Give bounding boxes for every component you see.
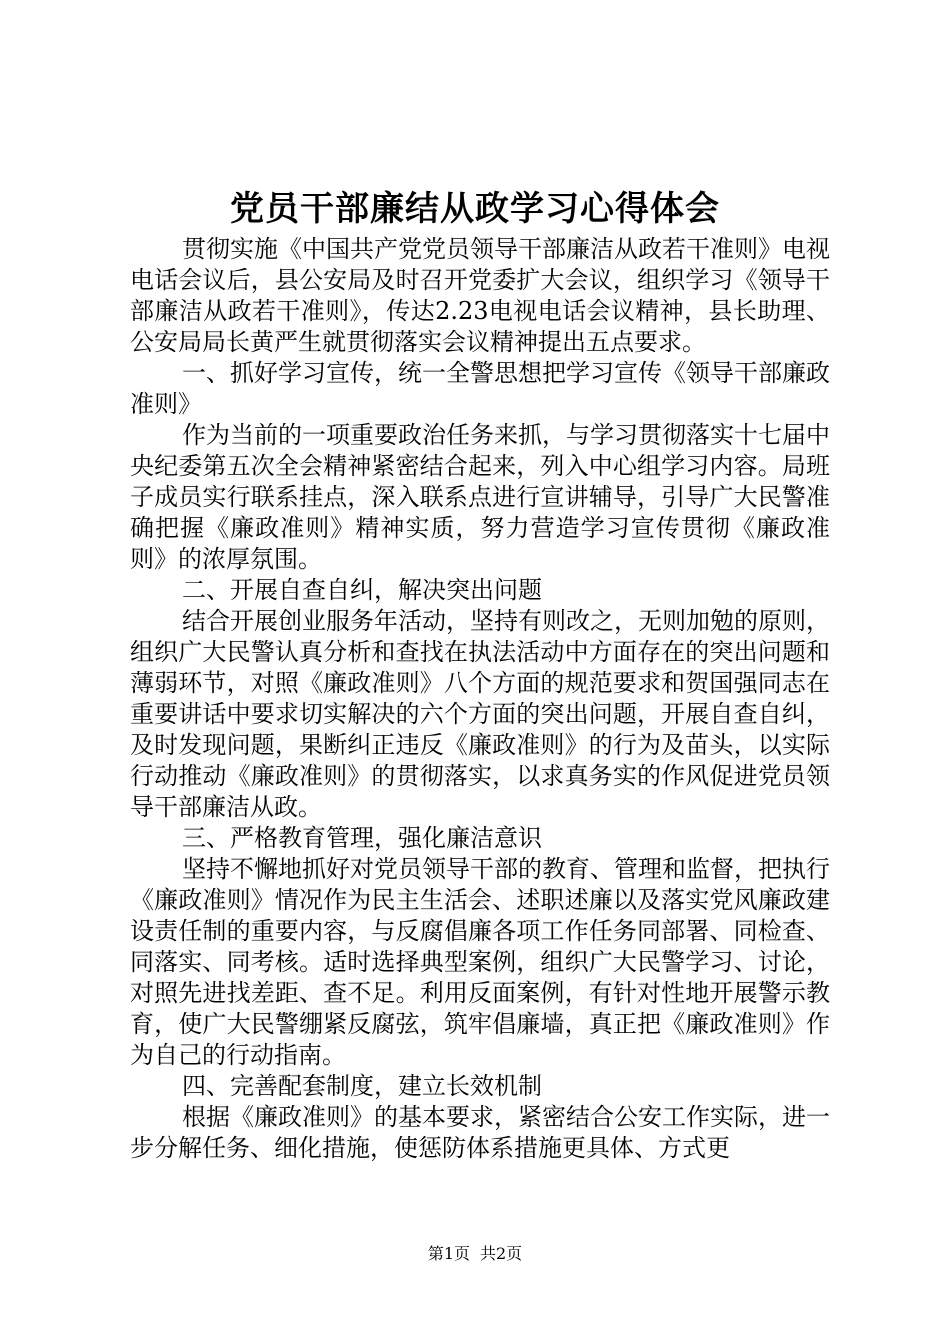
paragraph-section-3: 坚持不懈地抓好对党员领导干部的教育、管理和监督，把执行《廉政准则》情况作为民主生活会、述职述廉以及落实党风廉政建设责任制的重要内容，与反腐倡廉各项工作任务同部署、同检查、同落实、同考核。适时选择典型案例，组织广大民警学习、讨论，对照先进找差距、查不足。利用反面案例，有针对性地开展警示教育，使广大民警绷紧反腐弦，筑牢倡廉墙，真正把《廉政准则》作为自己的行动指南。 — [130, 855, 830, 1069]
document-title: 党员干部廉结从政学习心得体会 — [230, 189, 720, 229]
paragraph-section-1: 作为当前的一项重要政治任务来抓，与学习贯彻落实十七届中央纪委第五次全会精神紧密结合起来，列入中心组学习内容。局班子成员实行联系挂点，深入联系点进行宣讲辅导，引导广大民警准确把握《廉政准则》精神实质，努力营造学习宣传贯彻《廉政准则》的浓厚氛围。 — [130, 421, 830, 573]
section-heading-1: 一、抓好学习宣传，统一全警思想把学习宣传《领导干部廉政准则》 — [130, 359, 830, 418]
page-footer — [0, 1242, 950, 1266]
section-heading-2: 二、开展自查自纠，解决突出问题 — [182, 576, 542, 604]
paragraph-section-4: 根据《廉政准则》的基本要求，紧密结合公安工作实际，进一步分解任务、细化措施，使惩防体系措施更具体、方式更 — [130, 1103, 830, 1162]
paragraph-intro: 贯彻实施《中国共产党党员领导干部廉洁从政若干准则》电视电话会议后，县公安局及时召开党委扩大会议，组织学习《领导干部廉洁从政若干准则》，传达2.23电视电话会议精神，县长助理、公安局局长黄严生就贯彻落实会议精神提出五点要求。 — [130, 235, 830, 356]
section-heading-3: 三、严格教育管理，强化廉洁意识 — [182, 824, 542, 852]
page-number: 第1页 — [427, 1244, 470, 1263]
document-body — [130, 234, 830, 1164]
section-heading-4: 四、完善配套制度，建立长效机制 — [182, 1072, 542, 1100]
page-total: 共2页 — [480, 1244, 523, 1263]
paragraph-section-2: 结合开展创业服务年活动，坚持有则改之，无则加勉的原则，组织广大民警认真分析和查找在执法活动中方面存在的突出问题和薄弱环节，对照《廉政准则》八个方面的规范要求和贺国强同志在重要讲话中要求切实解决的六个方面的突出问题，开展自查自纠，及时发现问题，果断纠正违反《廉政准则》的行为及苗头，以实际行动推动《廉政准则》的贯彻落实，以求真务实的作风促进党员领导干部廉洁从政。 — [130, 607, 830, 821]
